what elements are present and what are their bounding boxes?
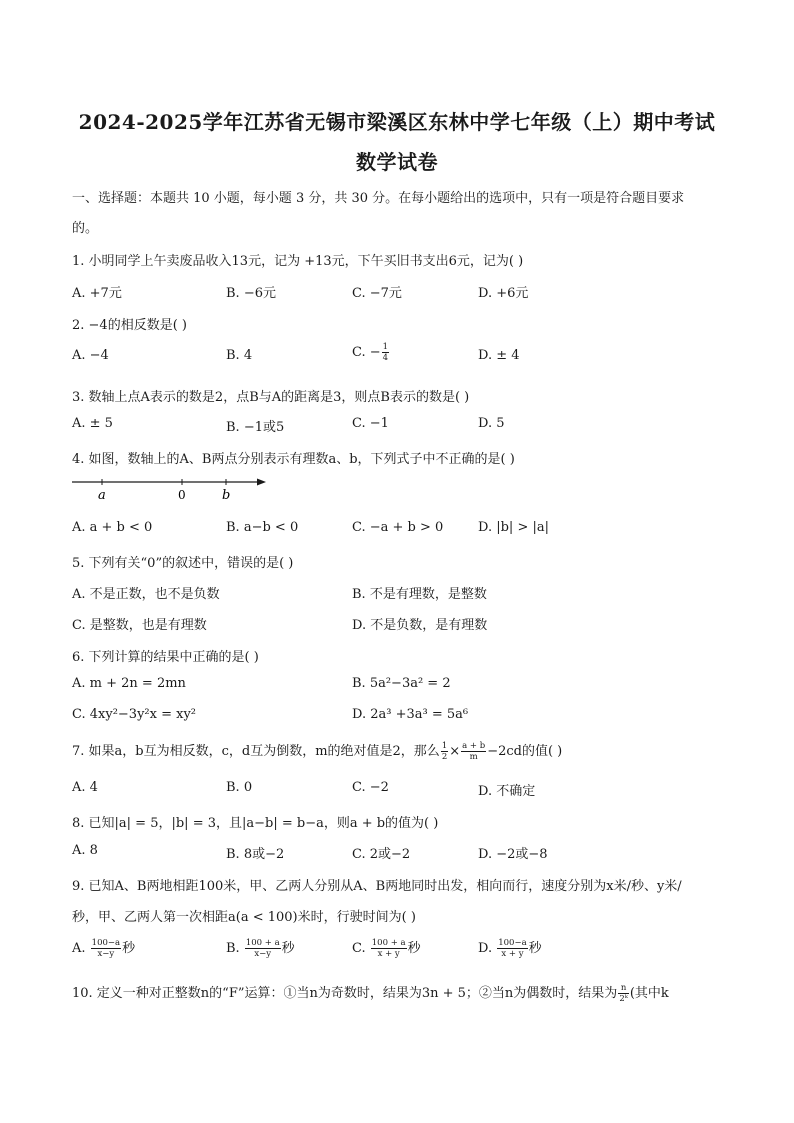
question-9-stem: 9. 已知A、B两地相距100米，甲、乙两人分别从A、B两地同时出发，相向而行，速度分别为x米/秒、y米/ [72,879,682,894]
fraction-denominator: x + y [377,949,400,959]
option-prefix: B. [226,941,240,956]
fraction-denominator: 4 [382,353,389,363]
question-1-option-c: C. −7元 [352,286,402,301]
question-4-option-d: D. |b| > |a| [478,520,549,535]
question-1-stem: 1. 小明同学上午卖废品收入13元，记为 +13元，下午买旧书支出6元，记为( ) [72,254,524,269]
option-fraction [245,938,281,959]
question-8-option-d: D. −2或−8 [478,847,548,862]
question-4-option-a: A. a + b < 0 [72,520,153,535]
number-line-arrow [257,479,266,486]
question-9-stem-cont: 秒，甲、乙两人第一次相距a(a < 100)米时，行驶时间为( ) [72,910,416,925]
question-7-option-b: B. 0 [226,780,253,795]
option-prefix: C. [352,941,366,956]
question-9-option-a [72,937,135,959]
question-1-option-d: D. +6元 [478,286,529,301]
fraction-denominator: x−y [97,949,115,959]
fraction-numerator: 100−a [498,938,527,948]
question-8-option-a: A. 8 [72,843,98,858]
question-7-fraction-half [441,741,448,762]
fraction-denominator: m [469,752,478,762]
label-0: 0 [178,488,186,502]
question-4-option-c: C. −a + b > 0 [352,520,444,535]
question-4-stem: 4. 如图，数轴上的A、B两点分别表示有理数a、b，下列式子中不正确的是( ) [72,452,515,467]
label-b: b [222,488,231,503]
fraction-denominator: x−y [254,949,272,959]
number-line-figure [70,474,270,504]
page-subtitle: 数学试卷 [356,150,438,174]
question-9-option-b [226,937,295,959]
option-fraction [371,938,407,959]
question-7-stem [72,740,562,762]
question-5-option-c: C. 是整数，也是有理数 [72,618,207,633]
option-fraction [91,938,121,959]
question-7-option-d: D. 不确定 [478,784,536,799]
question-8-option-c: C. 2或−2 [352,847,411,862]
page-title: 2024-2025学年江苏省无锡市梁溪区东林中学七年级（上）期中考试 [78,110,716,134]
fraction-numerator: n [618,983,629,994]
question-7-stem-tail: −2cd的值( ) [487,744,563,759]
option-prefix: A. [72,941,86,956]
option-unit: 秒 [407,941,421,956]
question-1-option-a: A. +7元 [72,286,122,301]
question-6-option-a: A. m + 2n = 2mn [72,676,186,691]
fraction-numerator: 1 [441,741,448,751]
question-7-option-a: A. 4 [72,780,98,795]
question-4-option-b: B. a−b < 0 [226,520,299,535]
question-2-option-b: B. 4 [226,348,253,363]
question-6-option-d: D. 2a³ +3a³ = 5a⁶ [352,707,469,722]
question-3-option-d: D. 5 [478,416,505,431]
question-10-stem-tail: (其中k [629,986,669,1001]
question-6-stem: 6. 下列计算的结果中正确的是( ) [72,650,259,665]
option-unit: 秒 [281,941,295,956]
question-5-option-d: D. 不是负数，是有理数 [352,618,488,633]
question-3-stem: 3. 数轴上点A表示的数是2，点B与A的距离是3，则点B表示的数是( ) [72,390,470,405]
question-8-option-b: B. 8或−2 [226,847,285,862]
question-10-fraction [618,983,629,1004]
fraction-denominator: x + y [501,949,524,959]
question-2-option-c-label: C. − [352,345,381,360]
fraction-numerator: 100 + a [245,938,280,948]
question-10-stem-text: 10. 定义一种对正整数n的“F”运算：①当n为奇数时，结果为3n + 5；②当n为偶数时，结果为 [72,986,618,1001]
question-2-option-d: D. ± 4 [478,348,520,363]
section-instruction-cont: 的。 [72,221,99,236]
times-sign: × [449,744,461,759]
label-a: a [98,488,106,503]
question-5-option-b: B. 不是有理数，是整数 [352,587,487,602]
question-2-stem: 2. −4的相反数是( ) [72,318,187,333]
option-unit: 秒 [528,941,542,956]
fraction-numerator: 100 + a [371,938,406,948]
question-7-stem-text: 7. 如果a，b互为相反数，c，d互为倒数，m的绝对值是2，那么 [72,744,440,759]
question-8-stem: 8. 已知|a| = 5，|b| = 3，且|a−b| = b−a，则a + b的值为( ) [72,816,439,831]
question-3-option-c: C. −1 [352,416,389,431]
question-2-option-a: A. −4 [72,348,109,363]
option-fraction [497,938,527,959]
fraction-numerator: 1 [382,342,389,352]
question-2-fraction [382,342,389,363]
question-6-option-b: B. 5a²−3a² = 2 [352,676,451,691]
question-7-option-c: C. −2 [352,780,389,795]
question-1-option-b: B. −6元 [226,286,276,301]
question-7-fraction-ab [461,741,486,762]
question-9-option-d [478,937,542,959]
question-3-option-a: A. ± 5 [72,416,113,431]
section-instruction: 一、选择题：本题共 10 小题，每小题 3 分，共 30 分。在每小题给出的选项中，只有一项是符合题目要求 [72,191,685,206]
fraction-denominator: 2 [441,752,448,762]
question-5-stem: 5. 下列有关“0”的叙述中，错误的是( ) [72,556,294,571]
question-6-option-c: C. 4xy²−3y²x = xy² [72,707,197,722]
question-2-option-c [352,342,390,363]
option-unit: 秒 [122,941,136,956]
question-9-option-c [352,937,421,959]
question-10-stem [72,982,669,1004]
fraction-numerator: a + b [462,741,486,751]
question-3-option-b: B. −1或5 [226,420,285,435]
fraction-numerator: 100−a [91,938,121,948]
fraction-denominator: 2ᵏ [619,994,628,1004]
question-5-option-a: A. 不是正数，也不是负数 [72,587,220,602]
option-prefix: D. [478,941,493,956]
